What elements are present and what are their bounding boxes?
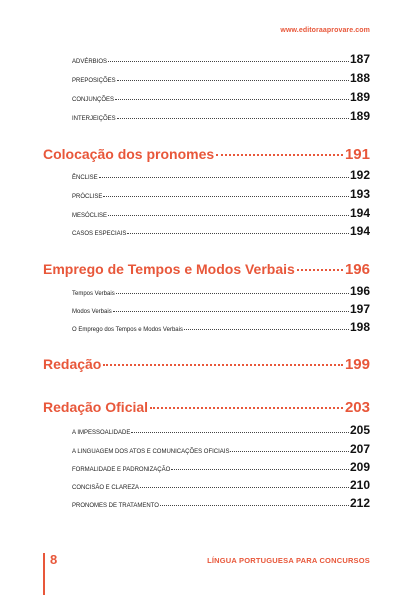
toc-entry-page: 194 [349, 224, 370, 238]
toc-entry-page: 207 [349, 442, 370, 456]
toc-section-page: 199 [344, 356, 370, 373]
toc-entry-page: 193 [349, 187, 370, 201]
dot-leader [160, 505, 349, 506]
dot-leader [127, 233, 349, 234]
toc-entry-emprego-tempos-modos[interactable] [72, 320, 370, 334]
toc-entry-label: PREPOSIÇÕES [72, 78, 116, 84]
toc-entry-label: Modos Verbais [72, 309, 112, 315]
dot-leader [117, 118, 349, 119]
toc-entry-page: 194 [349, 206, 370, 220]
dot-leader [184, 329, 349, 330]
toc-entry-page: 196 [349, 284, 370, 298]
toc-entry-page: 189 [349, 90, 370, 104]
toc-entry-concisao[interactable] [72, 478, 370, 492]
dot-leader [216, 154, 343, 156]
site-url[interactable]: www.editoraaprovare.com [280, 27, 370, 34]
toc-entry-label: PRÓCLISE [72, 194, 103, 200]
toc-entry-proclise[interactable] [72, 187, 370, 201]
toc-entry-page: 188 [349, 71, 370, 85]
toc-section-title: Redação [43, 356, 102, 372]
dot-leader [150, 407, 343, 409]
dot-leader [131, 432, 349, 433]
toc-entry-label: Tempos Verbais [72, 291, 115, 297]
toc-entry-label: A IMPESSOALIDADE [72, 430, 131, 436]
toc-entry-tempos-verbais[interactable] [72, 284, 370, 298]
book-title: LÍNGUA PORTUGUESA PARA CONCURSOS [207, 556, 370, 565]
toc-entry-label: PRONOMES DE TRATAMENTO [72, 503, 159, 509]
toc-entry-adverbios[interactable] [72, 52, 370, 66]
dot-leader [108, 61, 349, 62]
toc-entry-page: 189 [349, 109, 370, 123]
dot-leader [230, 451, 348, 452]
dot-leader [103, 196, 349, 197]
toc-section-title: Colocação dos pronomes [43, 146, 215, 162]
toc-entry-label: A LINGUAGEM DOS ATOS E COMUNICAÇÕES OFICIAIS [72, 449, 230, 455]
toc-entry-preposicoes[interactable] [72, 71, 370, 85]
dot-leader [117, 80, 349, 81]
toc-section-title: Redação Oficial [43, 399, 149, 415]
toc-entry-label: INTERJEIÇÕES [72, 116, 116, 122]
dot-leader [115, 99, 349, 100]
toc-entry-conjuncoes[interactable] [72, 90, 370, 104]
toc-section-tempos-modos-verbais[interactable] [43, 261, 370, 278]
dot-leader [116, 293, 349, 294]
toc-entry-page: 205 [349, 423, 370, 437]
toc-entry-label: ADVÉRBIOS [72, 59, 108, 65]
dot-leader [103, 364, 343, 366]
toc-section-page: 191 [344, 146, 370, 163]
toc-section-page: 196 [344, 261, 370, 278]
toc-section-redacao[interactable] [43, 356, 370, 373]
toc-entry-linguagem-atos[interactable] [72, 442, 370, 456]
toc-entry-page: 197 [349, 302, 370, 316]
toc-entry-page: 187 [349, 52, 370, 66]
dot-leader [108, 215, 349, 216]
dot-leader [113, 311, 349, 312]
toc-entry-casos-especiais[interactable] [72, 224, 370, 238]
toc-section-page: 203 [344, 399, 370, 416]
toc-entry-label: FORMALIDADE E PADRONIZAÇÃO [72, 467, 171, 473]
toc-entry-modos-verbais[interactable] [72, 302, 370, 316]
toc-entry-label: ÊNCLISE [72, 175, 98, 181]
toc-section-title: Emprego de Tempos e Modos Verbais [43, 261, 295, 277]
toc-entry-label: CONJUNÇÕES [72, 97, 115, 103]
toc-entry-page: 210 [349, 478, 370, 492]
toc-entry-enclise[interactable] [72, 168, 370, 182]
dot-leader [297, 269, 343, 271]
toc-entry-interjeicoes[interactable] [72, 109, 370, 123]
toc-entry-label: O Emprego dos Tempos e Modos Verbais [72, 327, 183, 333]
dot-leader [99, 177, 349, 178]
toc-entry-pronomes-tratamento[interactable] [72, 496, 370, 510]
toc-entry-page: 209 [349, 460, 370, 474]
toc-entry-mesoclise[interactable] [72, 206, 370, 220]
footer-accent-bar [43, 553, 45, 595]
toc-section-colocacao-pronomes[interactable] [43, 146, 370, 163]
dot-leader [140, 487, 349, 488]
toc-entry-label: CONCISÃO E CLAREZA [72, 485, 140, 491]
toc-section-redacao-oficial[interactable] [43, 399, 370, 416]
toc-entry-formalidade[interactable] [72, 460, 370, 474]
toc-entry-page: 212 [349, 496, 370, 510]
toc-entry-page: 198 [349, 320, 370, 334]
toc-entry-impessoalidade[interactable] [72, 423, 370, 437]
page-number: 8 [50, 552, 58, 567]
toc-entry-label: CASOS ESPECIAIS [72, 231, 127, 237]
toc-entry-page: 192 [349, 168, 370, 182]
toc-entry-label: MESÓCLISE [72, 213, 108, 219]
dot-leader [171, 469, 349, 470]
